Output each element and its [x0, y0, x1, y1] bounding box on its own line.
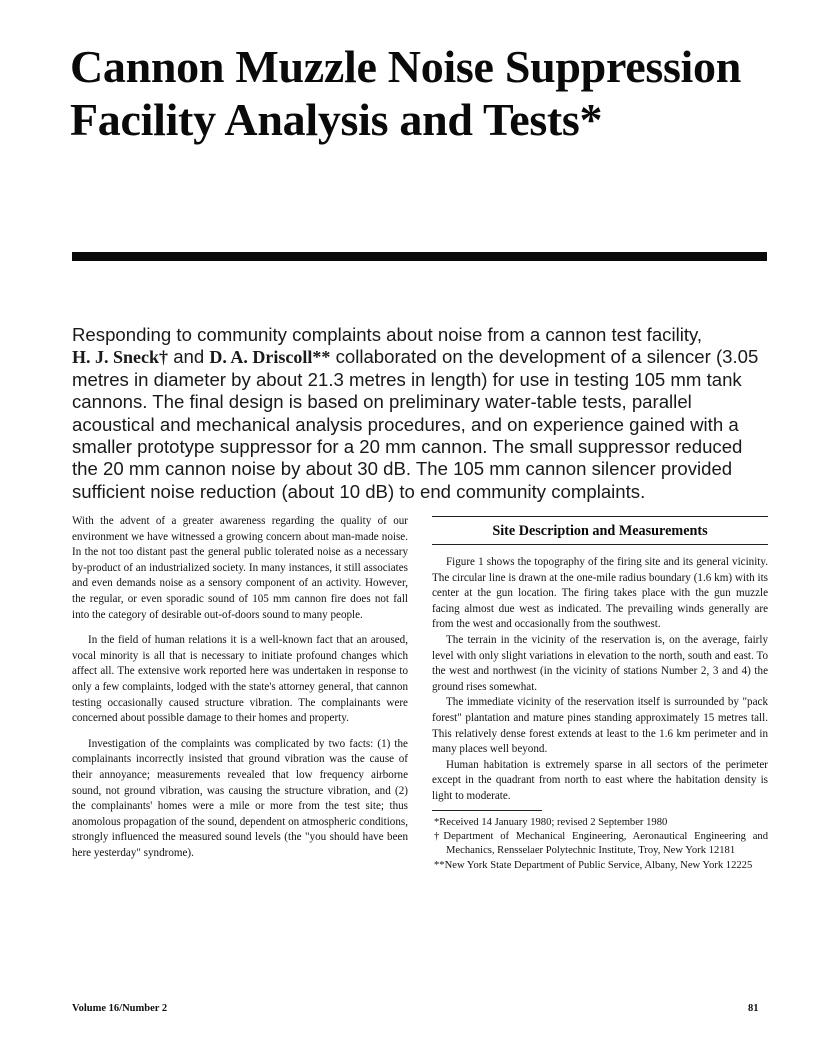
footnote-divider — [432, 810, 542, 811]
habitation-paragraph: Human habitation is extremely sparse in all sectors of the perimeter except in the quadrant from north to east where the habitation density is light to moderate. — [432, 758, 768, 802]
human-relations-paragraph: In the field of human relations it is a well-known fact that an aroused, vocal minority is all that is necessary to initiate profound changes which affect all. The extensive work reported here was undertaken in response to only a few complaints, lodged with the state's attorney general, that cannon testing occasionally caused structure vibration. The complainants were concerned about possible damage to their homes and property. — [72, 634, 408, 725]
site-topography-paragraph: Figure 1 shows the topography of the firing site and its general vicinity. The circular line is drawn at the one-mile radius boundary (1.6 km) with its center at the gun location. The firing takes place with the gun muzzle facing almost due west as indicated. The prevailing winds generally are from the west and occasionally from the southwest. — [432, 556, 768, 631]
investigation-paragraph: Investigation of the complaints was complicated by two facts: (1) the complainants incorrectly insisted that ground vibration was the cause of their annoyance; measurements revealed that low frequency airborne sound, not ground vibration, was causing the structure vibration, and (2) the complainants' homes were a mile or more from the test site; thus anomolous propagation of the sound, dependent on atmospheric conditions, strongly influenced the measured sound levels (the "you should have been here yesterday" syndrome). — [72, 737, 408, 859]
footnote-driscoll-affiliation: **New York State Department of Public Service, Albany, New York 12225 — [434, 859, 753, 871]
abstract-intro: Responding to community complaints about noise from a cannon test facility, — [72, 324, 703, 345]
terrain-paragraph: The terrain in the vicinity of the reservation is, on the average, fairly level with only slight variations in elevation to the north, south and east. To the west and northwest (in the vicinity of stations Number 2, 3 and 4) the ground rises somewhat. — [432, 633, 768, 693]
footnote-sneck-affiliation: †Department of Mechanical Engineering, Aeronautical Engineering and Mechanics, Rensselaer Polytechnic Institute, Troy, New York 12181 — [434, 830, 768, 857]
right-column — [432, 516, 768, 873]
journal-volume: Volume 16/Number 2 — [72, 1003, 168, 1014]
abstract-and: and — [173, 346, 205, 368]
page-number: 81 — [748, 1003, 759, 1014]
footnote-received: *Received 14 January 1980; revised 2 September 1980 — [434, 816, 668, 828]
author-sneck: H. J. Sneck† — [72, 347, 169, 368]
article-title: Cannon Muzzle Noise Suppression Facility Analysis and Tests* — [70, 41, 742, 145]
title-divider — [72, 252, 767, 261]
forest-paragraph: The immediate vicinity of the reservation itself is surrounded by "pack forest" plantation and mature pines standing approximately 15 metres tall. This relatively dense forest extends at least to the 1.6 km perimeter and in many places well beyond. — [432, 696, 768, 756]
author-driscoll: D. A. Driscoll** — [209, 347, 331, 368]
section-heading: Site Description and Measurements — [492, 523, 708, 539]
abstract — [72, 324, 768, 503]
intro-paragraph: With the advent of a greater awareness regarding the quality of our environment we have witnessed a growing concern about man-made noise. In the not too distant past the general public tolerated noise as a necessary by-product of an industrialized society. In many instances, it still associates and even demands noise as a sensory component of an activity. However, the regular, or even sporadic sound of 105 mm cannon fire does not fall into the category of desirable out-of-doors sound to many people. — [72, 515, 408, 621]
abstract-body: collaborated on the development of a silencer (3.05 metres in diameter by about 21.3 metres in length) for use in testing 105 mm tank cannons. The final design is based on preliminary water-table tests, parallel acoustical and mechanical analysis procedures, and on experience gained with a smaller prototype suppressor for a 20 mm cannon. The small suppressor reduced the 20 mm cannon noise by about 30 dB. The 105 mm cannon silencer provided sufficient noise reduction (about 10 dB) to end community complaints. — [72, 346, 759, 502]
left-column — [72, 514, 408, 861]
